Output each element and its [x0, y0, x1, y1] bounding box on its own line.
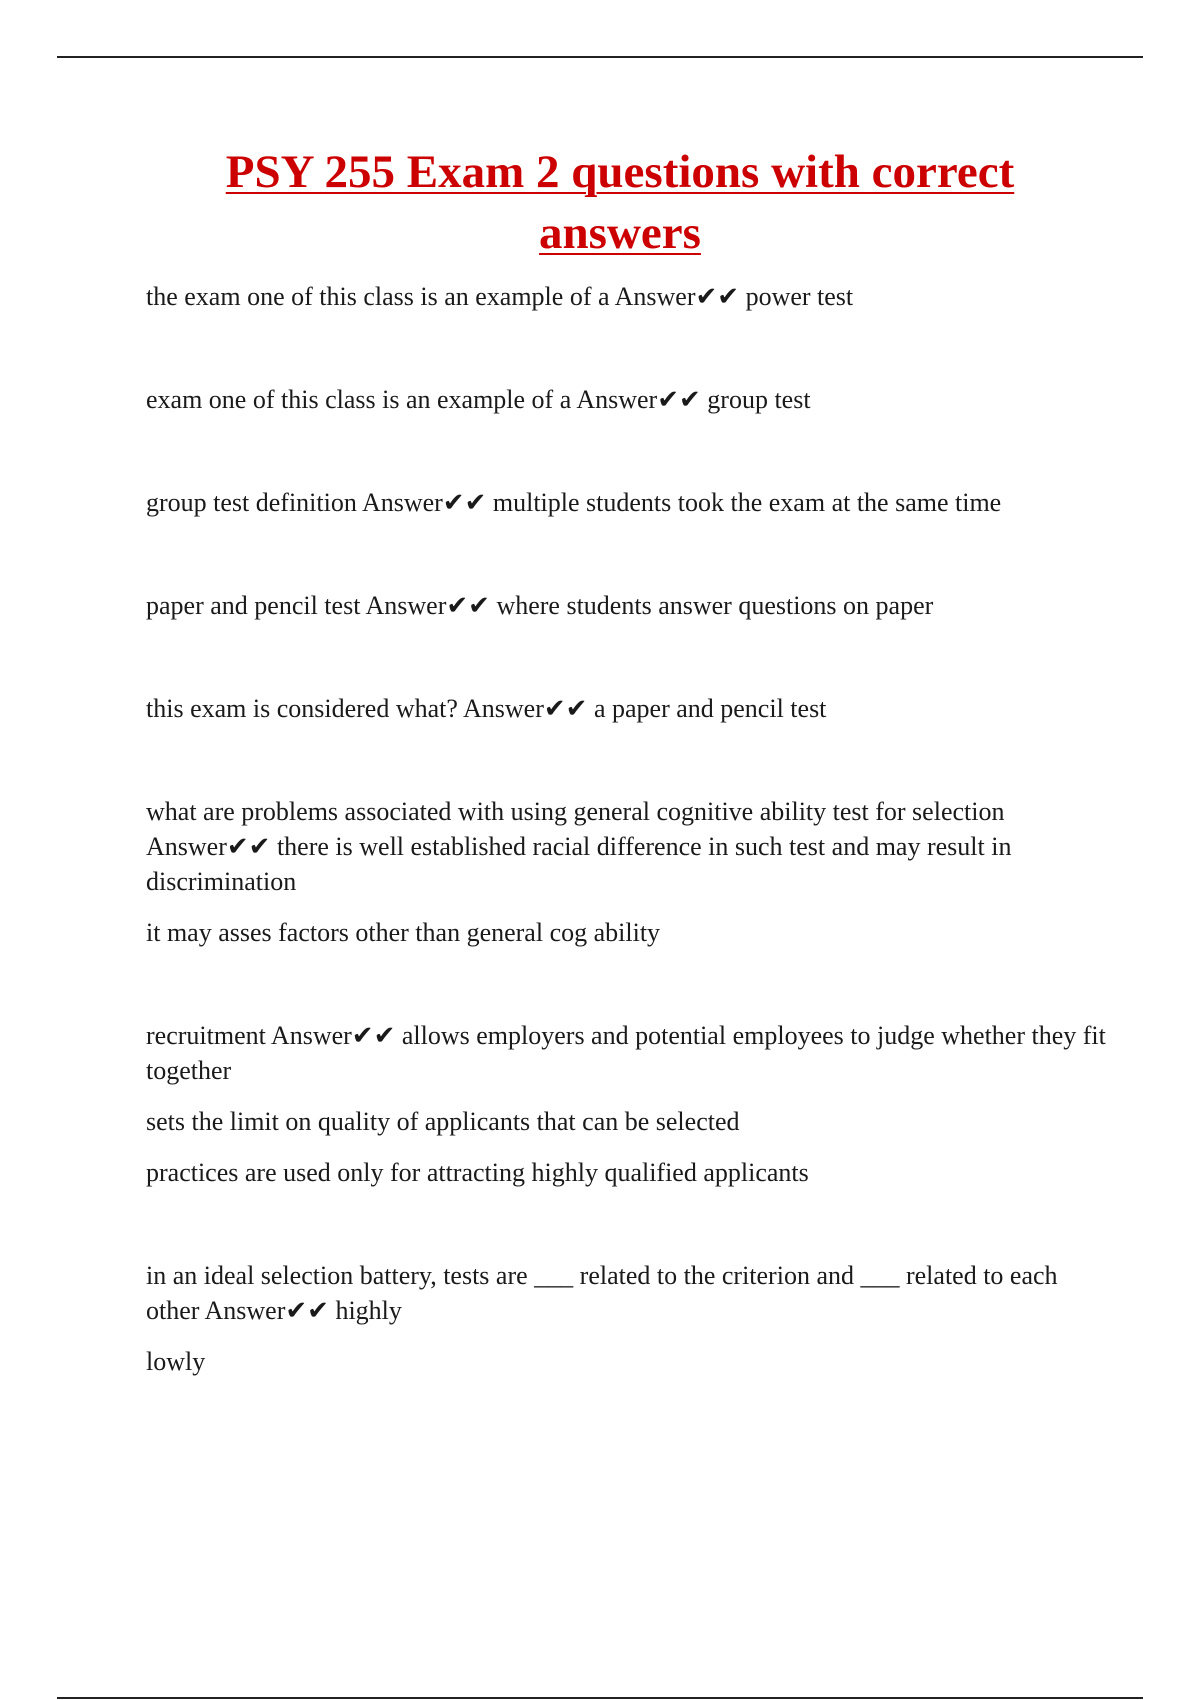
answer-marker: Answer✔✔: [463, 694, 588, 723]
qa-list: [146, 279, 1106, 1447]
qa-item: [146, 691, 1106, 726]
qa-item: [146, 588, 1106, 623]
question-line: [146, 588, 1106, 623]
answer-text: where students answer questions on paper: [496, 591, 934, 620]
qa-item: [146, 1018, 1106, 1190]
question-text: group test definition: [146, 488, 357, 517]
qa-item: [146, 382, 1106, 417]
question-line: [146, 485, 1106, 520]
question-line: [146, 382, 1106, 417]
answer-marker: Answer✔✔: [361, 488, 487, 517]
question-text: in an ideal selection battery, tests are ___ related to the criterion and ___ related to each other: [146, 1261, 1058, 1325]
qa-item: [146, 1258, 1106, 1379]
question-text: what are problems associated with using general cognitive ability test for selection: [146, 797, 1005, 826]
answer-marker: Answer✔✔: [365, 591, 490, 620]
question-line: [146, 1258, 1106, 1328]
answer-marker: Answer✔✔: [146, 832, 271, 861]
answer-line: practices are used only for attracting highly qualified applicants: [146, 1158, 809, 1187]
question-text: recruitment: [146, 1021, 266, 1050]
answer-marker: Answer✔✔: [576, 385, 701, 414]
answer-text: allows employers and potential employees to judge whether they fit together: [146, 1021, 1106, 1085]
question-line: [146, 691, 1106, 726]
answer-text: highly: [335, 1296, 402, 1325]
answer-line: sets the limit on quality of applicants that can be selected: [146, 1107, 740, 1136]
answer-text: group test: [707, 385, 811, 414]
question-text: exam one of this class is an example of a: [146, 385, 572, 414]
qa-item: [146, 485, 1106, 520]
answer-marker: Answer✔✔: [204, 1296, 329, 1325]
question-text: the exam one of this class is an example of a: [146, 282, 610, 311]
answer-line: lowly: [146, 1347, 206, 1376]
question-text: paper and pencil test: [146, 591, 361, 620]
answer-text: power test: [745, 282, 854, 311]
qa-item: [146, 279, 1106, 314]
question-text: this exam is considered what?: [146, 694, 458, 723]
top-rule: [57, 56, 1143, 58]
answer-marker: Answer✔✔: [614, 282, 740, 311]
answer-marker: Answer✔✔: [270, 1021, 396, 1050]
document-title: PSY 255 Exam 2 questions with correct answers: [225, 146, 1015, 259]
qa-item: [146, 794, 1106, 950]
answer-text: there is well established racial difference in such test and may result in discrimination: [146, 832, 1012, 896]
answer-text: multiple students took the exam at the same time: [492, 488, 1002, 517]
question-line: [146, 794, 1106, 899]
answer-text: a paper and pencil test: [593, 694, 827, 723]
bottom-rule: [57, 1697, 1143, 1699]
question-line: [146, 279, 1106, 314]
question-line: [146, 1018, 1106, 1088]
answer-line: it may asses factors other than general cog ability: [146, 918, 661, 947]
